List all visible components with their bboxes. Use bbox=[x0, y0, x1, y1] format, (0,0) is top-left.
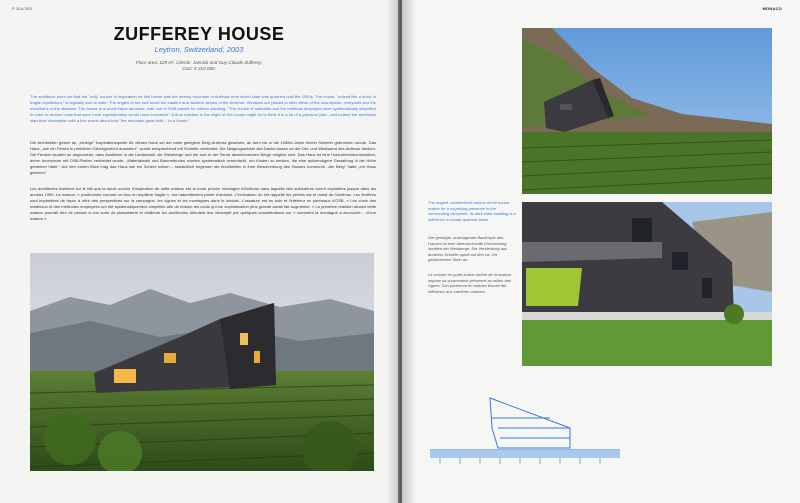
project-meta bbox=[0, 60, 398, 72]
left-page bbox=[0, 0, 398, 503]
article-title: ZUFFEREY HOUSE bbox=[113, 24, 285, 44]
body-text-english: The architects point out that the "only" source of inspiration for this house was the nearby mountain of Ardévaz from which slate was quarried until the 1950s. The house, "poised like a block in fragile equilibrium," is logically clad in slate. The angles of the roof recall the eastern and western slopes of the Ardévaz. Windows are placed to offer views of the countryside, vineyards and the mountains in the distance. The house is a wood frame structure, with use of OSB panels for interior cladding. "The choice of materials and the methods employed were systematically simplified in order to reduce costs that were more sophistication would have increased." A final reaction to the slight of this house might be to think it is a bit of a practical joke—and indeed the architects start their description with a line words about how "the mountain gave birth… to a house." bbox=[30, 94, 376, 124]
page-folio: P 304/305 bbox=[12, 6, 32, 11]
house-photo-terrace bbox=[522, 202, 772, 366]
caption-english: The angled, cantilevered volume of the house makes for a surprising presence in the surrounding vineyards. Its dark slate cladding is a reference to locally quarried stone. bbox=[428, 200, 516, 222]
house-photo-vineyard bbox=[30, 253, 374, 471]
meta-floor-clients: Floor area: 129 m². Clients: Jannick and Guy-Claude Zufferey. bbox=[135, 60, 263, 65]
page-folio-right: MONACO bbox=[762, 6, 782, 11]
caption-french: Le volume en porte-à-faux incliné de la maison impose sa surprenante présence au milieu des vignes. Son parement en ardoise foncée fait référence aux carrières voisines. bbox=[428, 272, 511, 294]
body-text-french: Les architectes insistent sur le fait que la seule source d'inspiration de cette maison est la toute proche montagne d'Ardévaz dans laquelle des ardoisières furent exploitées jusque dans les années 1950. La maison, « positionnée comme un bloc en équilibre fragile », est naturellement parée d'ardoise. L'inclinaison du toit rappelle les pentes est et ouest de l'Ardévaz. Les fenêtres sont implantées de façon à offrir des perspectives sur la campagne, les vignes et les montagnes dans le lointain. L'ossature est en bois et l'intérieur en panneaux d'OSB. « Les choix des matériaux et des méthodes employées ont été systématiquement simplifiés afin de réduire les coûts qu'une sophistication plus grande aurait fait augmenter. » La première réaction devant cette maison pourrait être de penser à une sorte de plaisanterie et d'ailleurs les architectes débutent leur descriptif par quelques considérations sur « comment la montagne a accouché… d'une maison ». bbox=[30, 186, 376, 222]
caption-german: Der geneigte, auskragende Baukörper des Hauses ist eine überraschende Erscheinung inmitten der Weinberge. Die Verkleidung aus dunklem Schiefer spielt auf den vor Ort gebrochenen Stein an. bbox=[428, 235, 508, 262]
house-photo-cantilever bbox=[522, 28, 772, 194]
article-subtitle: Leytron, Switzerland, 2003 bbox=[154, 45, 244, 54]
right-page bbox=[402, 0, 800, 503]
meta-cost: Cost: € 310 000. bbox=[182, 66, 216, 71]
section-drawing bbox=[430, 388, 620, 472]
body-text-german: Die Architekten geben an, „einzige" Inspirationsquelle für dieses Haus sei der nahe gelegene Berg Ardévaz gewesen, an dem bis in die 1950er-Jahre hinein Schiefer gebrochen wurde. Das Haus, „wie ein Felsen in prekärem Gleichgewicht austariert", wurde entsprechend mit Schiefer verkleidet. Die Neigungswinkel des Dachs lassen an die Ost- und Westwand des Ardévaz denken. Die Fenster wurden so angeordnet, dass Ausblicke in die Landschaft, die Weinberge und die sich in der Ferne abzeichnenden Berge möglich sind. Das Haus ist eine Holzrahmenkonstruktion, deren Innenraum mit OSB-Platten verkleidet wurde. „Materialwahl und Baumethoden wurden systematisch vereinfacht, um Kosten zu senken, die eine aufwendigere Gestaltung in die Höhe getrieben hätte." Auf den ersten Blick mag das Haus wie ein Scherz wirken – tatsächlich beginnen die Architekten in ihrer Beschreibung des Hauses humorvoll: „der Berg" hatte „ein Haus geboren". bbox=[30, 140, 376, 176]
